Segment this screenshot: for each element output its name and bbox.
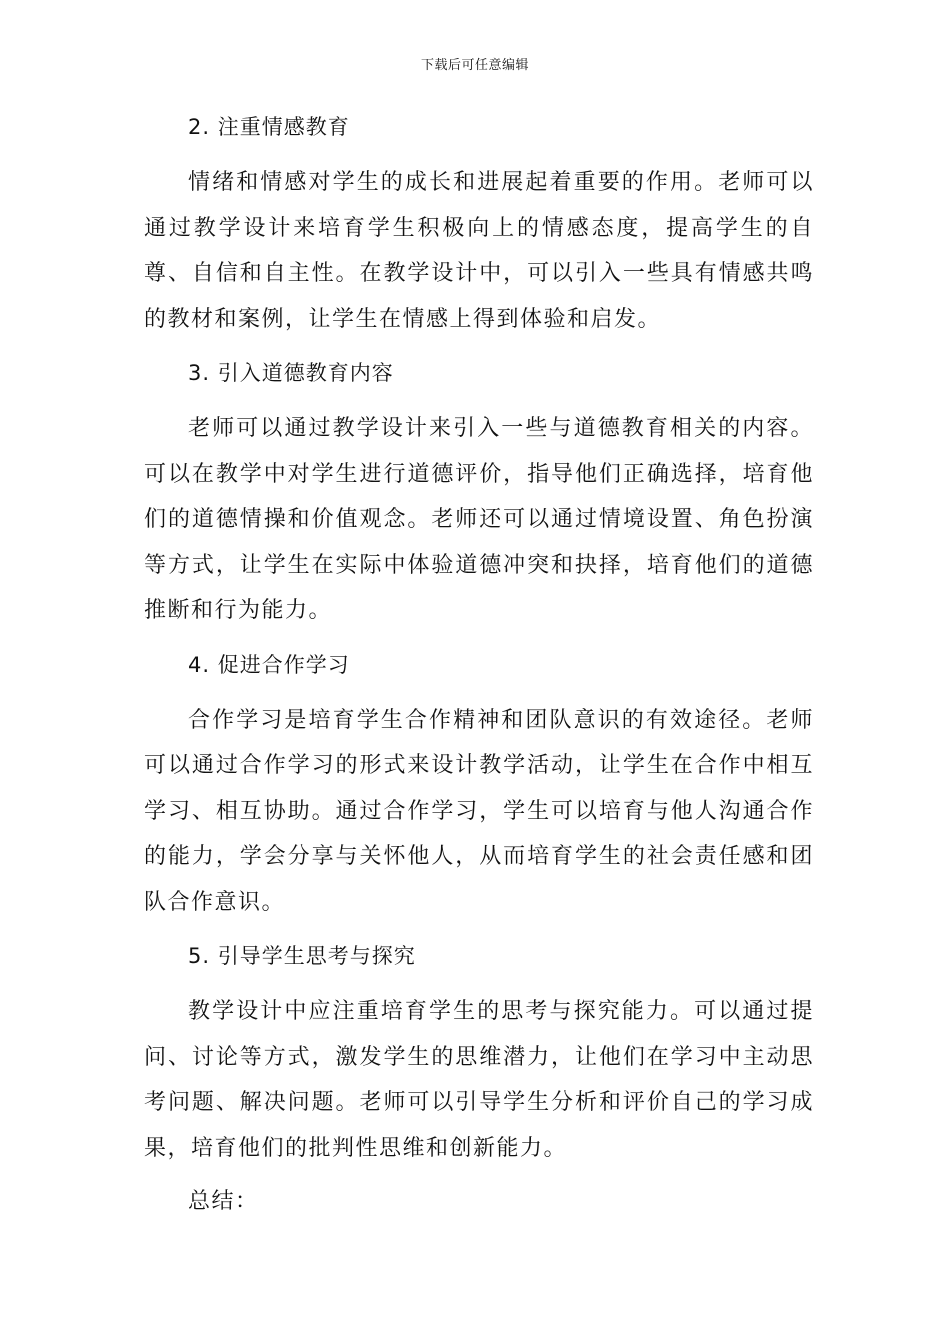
- section-heading: 2. 注重情感教育: [188, 115, 350, 139]
- section-paragraph: 情绪和情感对学生的成长和进展起着重要的作用。老师可以通过教学设计来培育学生积极向上的情感态度，提高学生的自尊、自信和自主性。在教学设计中，可以引入一些具有情感共鸣的教材和案例，让学生在情感上得到体验和启发。: [144, 170, 814, 332]
- section-4: [144, 650, 814, 926]
- section-paragraph: 教学设计中应注重培育学生的思考与探究能力。可以通过提问、讨论等方式，激发学生的思维潜力，让他们在学习中主动思考问题、解决问题。老师可以引导学生分析和评价自己的学习成果，培育他们的批判性思维和创新能力。: [144, 999, 814, 1161]
- section-heading: 4. 促进合作学习: [188, 652, 350, 677]
- section-heading: 3. 引入道德教育内容: [188, 361, 394, 385]
- document-body: [144, 112, 814, 1217]
- section-3: [144, 358, 814, 634]
- section-paragraph: 合作学习是培育学生合作精神和团队意识的有效途径。老师可以通过合作学习的形式来设计教学活动，让学生在合作中相互学习、相互协助。通过合作学习，学生可以培育与他人沟通合作的能力，学会分享与关怀他人，从而培育学生的社会责任感和团队合作意识。: [144, 707, 814, 915]
- section-paragraph: 老师可以通过教学设计来引入一些与道德教育相关的内容。可以在教学中对学生进行道德评价，指导他们正确选择，培育他们的道德情操和价值观念。老师还可以通过情境设置、角色扮演等方式，让学生在实际中体验道德冲突和抉择，培育他们的道德推断和行为能力。: [144, 416, 814, 623]
- section-heading: 5. 引导学生思考与探究: [188, 944, 416, 968]
- page-header: 下载后可任意编辑: [420, 58, 529, 73]
- section-2: [144, 112, 814, 342]
- section-5: [144, 941, 814, 1171]
- summary-label: 总结：: [188, 1189, 259, 1214]
